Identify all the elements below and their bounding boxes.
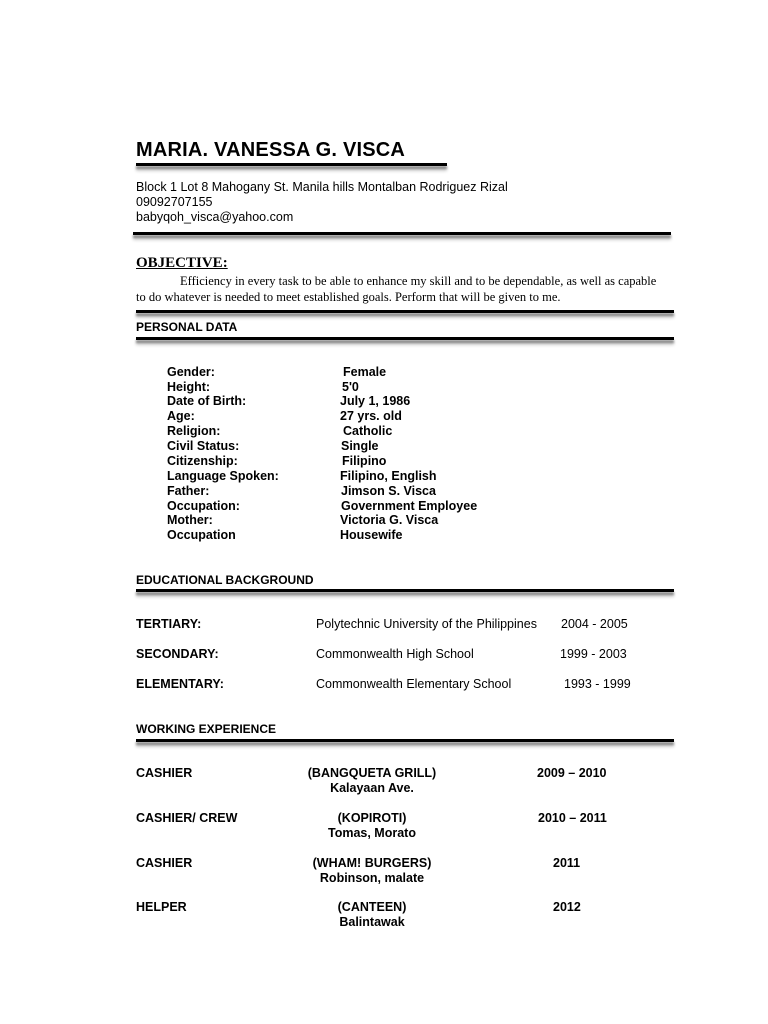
work-location: Balintawak (339, 915, 405, 929)
education-school: Commonwealth Elementary School (316, 677, 512, 691)
objective-divider (136, 310, 674, 313)
personal-data-value: July 1, 1986 (340, 394, 411, 408)
personal-data-label: Age: (167, 409, 195, 423)
work-employer: (CANTEEN) (337, 900, 407, 914)
personal-data-value: Filipino, English (340, 469, 437, 483)
work-position: CASHIER/ CREW (136, 811, 238, 825)
education-years: 1999 - 2003 (560, 647, 627, 661)
personal-data-value: Single (341, 439, 379, 453)
education-level: ELEMENTARY: (136, 677, 224, 691)
personal-data-label: Language Spoken: (167, 469, 279, 483)
education-underline (136, 589, 674, 592)
personal-data-label: Father: (167, 484, 210, 498)
personal-data-value: 27 yrs. old (340, 409, 402, 423)
email-address: babyqoh_visca@yahoo.com (136, 210, 294, 224)
work-heading: WORKING EXPERIENCE (136, 722, 277, 736)
personal-data-value: Female (343, 365, 387, 379)
personal-data-value: Catholic (343, 424, 393, 438)
work-position: CASHIER (136, 766, 193, 780)
personal-data-label: Citizenship: (167, 454, 238, 468)
work-location: Tomas, Morato (328, 826, 416, 840)
name-underline (136, 163, 447, 166)
work-years: 2009 – 2010 (537, 766, 607, 780)
work-underline (136, 739, 674, 742)
personal-data-underline (136, 337, 674, 340)
education-level: SECONDARY: (136, 647, 219, 661)
personal-data-label: Occupation (167, 528, 236, 542)
work-years: 2010 – 2011 (538, 811, 607, 825)
education-school: Commonwealth High School (316, 647, 474, 661)
applicant-name: MARIA. VANESSA G. VISCA (136, 139, 406, 161)
personal-data-value: Housewife (340, 528, 403, 542)
work-location: Robinson, malate (319, 871, 425, 885)
work-location: Kalayaan Ave. (330, 781, 414, 795)
work-employer: (WHAM! BURGERS) (312, 856, 432, 870)
personal-data-value: Filipino (342, 454, 387, 468)
personal-data-label: Height: (167, 380, 211, 394)
education-heading: EDUCATIONAL BACKGROUND (136, 573, 314, 587)
address: Block 1 Lot 8 Mahogany St. Manila hills Montalban Rodriguez Rizal (136, 180, 508, 194)
work-position: HELPER (136, 900, 187, 914)
personal-data-value: Jimson S. Visca (341, 484, 436, 498)
personal-data-value: Victoria G. Visca (340, 513, 439, 527)
personal-data-label: Occupation: (167, 499, 240, 513)
personal-data-label: Gender: (167, 365, 215, 379)
education-level: TERTIARY: (136, 617, 202, 631)
phone-number: 09092707155 (136, 195, 213, 209)
education-years: 2004 - 2005 (561, 617, 628, 631)
personal-data-value: Government Employee (341, 499, 478, 513)
work-position: CASHIER (136, 856, 193, 870)
personal-data-value: 5'0 (342, 380, 359, 394)
objective-text: Efficiency in every task to be able to enhance my skill and to be dependable, as well as capable to do whatever is needed to meet established goals. Perform that will be given to me. (136, 274, 657, 304)
personal-data-label: Civil Status: (167, 439, 240, 453)
personal-data-heading: PERSONAL DATA (136, 320, 238, 334)
objective-heading: OBJECTIVE: (136, 255, 228, 271)
personal-data-label: Mother: (167, 513, 213, 527)
education-years: 1993 - 1999 (564, 677, 631, 691)
header-divider (133, 232, 671, 235)
work-employer: (KOPIROTI) (337, 811, 407, 825)
work-employer: (BANGQUETA GRILL) (307, 766, 437, 780)
education-school: Polytechnic University of the Philippines (316, 617, 537, 631)
personal-data-label: Date of Birth: (167, 394, 247, 408)
personal-data-label: Religion: (167, 424, 221, 438)
work-years: 2012 (553, 900, 581, 914)
work-years: 2011 (553, 856, 581, 870)
